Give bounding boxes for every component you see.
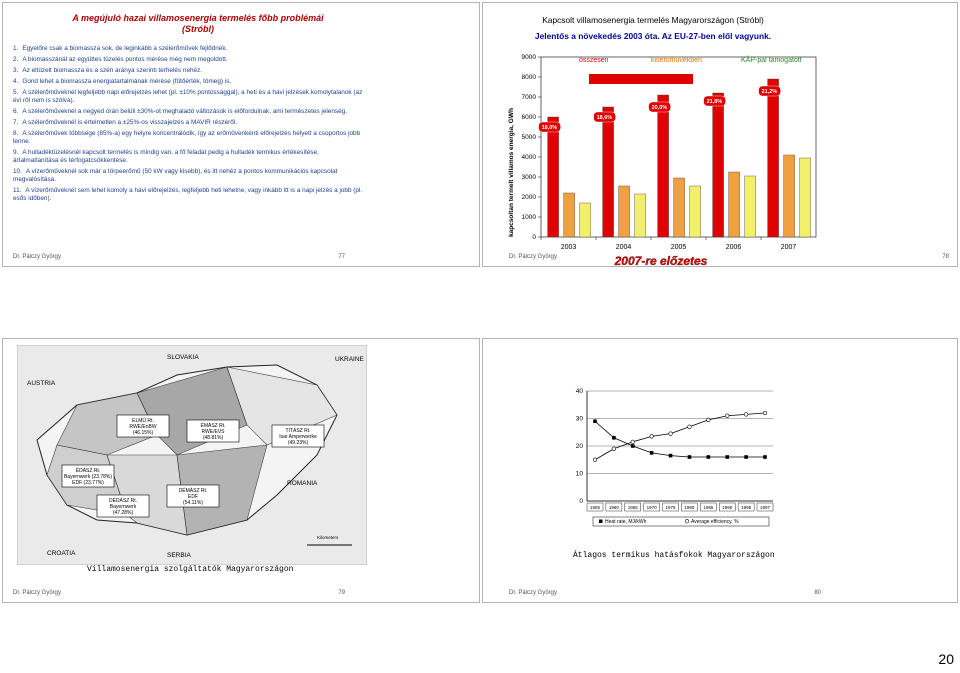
problem-text: A hulladéktüzelésnél kapcsolt termelés is mindig van, a fő feladat pedig a hulladék termikus értékesítése, ártalmatlanítása és térfogatcsökkentése.: [13, 149, 319, 164]
series-line: [595, 421, 765, 457]
y-tick-label: 40: [575, 388, 583, 395]
x-tick-label: 2007: [780, 244, 797, 251]
bar: [784, 155, 795, 237]
y-tick-label: 3000: [521, 174, 536, 181]
y-tick-label: 10: [575, 470, 583, 478]
series-point: [688, 425, 692, 429]
problem-item: [13, 45, 363, 53]
series-point: [744, 455, 748, 459]
problem-text: A biomasszánál az együttes tüzelés pontos mérése még nem megoldott.: [22, 56, 228, 63]
x-tick-label: 1995: [741, 505, 752, 510]
problem-item: [13, 130, 363, 146]
bar: [729, 172, 740, 237]
problem-item: [13, 149, 363, 165]
hungary-provider-map: [17, 345, 367, 565]
bar: [635, 194, 646, 237]
y-tick-label: 0: [579, 498, 583, 505]
bar: [564, 193, 575, 237]
provider-box: [97, 495, 149, 517]
series-point: [725, 455, 729, 459]
efficiency-line-chart: [563, 385, 783, 535]
bar: [745, 176, 756, 237]
series-point: [744, 413, 748, 417]
problem-item: [13, 168, 363, 184]
problem-text: A szélerőműveknél legfeljebb napi előrejelzés lehet (pl. ±10% pontossággal), a heti és a havi jelzések komolytalanok (az évi ről nem is szólva).: [13, 89, 363, 104]
y-tick-label: 6000: [521, 114, 536, 121]
problem-number: 1.: [13, 45, 19, 52]
series-point: [669, 432, 673, 436]
series-line: [595, 413, 765, 460]
provider-box: [117, 415, 169, 437]
provider-box: [62, 465, 114, 487]
x-tick-label: 1997: [759, 505, 771, 510]
series-point: [593, 458, 597, 462]
problem-number: 7.: [13, 119, 19, 126]
problem-text: Egyelőre csak a biomassza sok, de leginkább a szélerőművek fejlődnek.: [22, 45, 228, 52]
problem-item: [13, 56, 363, 64]
slide-79-caption: Villamosenergia szolgáltatók Magyarországon: [87, 565, 294, 574]
provider-name: DÉDÁSZ Rt.: [108, 498, 138, 504]
series-point: [593, 419, 597, 423]
legend-entry: KÁP-pal támogatott: [741, 57, 802, 64]
x-tick-label: 1955: [589, 505, 601, 510]
x-tick-label: 2003: [560, 244, 577, 251]
legend-entry: összesen: [579, 57, 609, 64]
bar: [690, 186, 701, 237]
x-tick-label: 1965: [627, 505, 638, 510]
series-point: [725, 414, 729, 418]
page-number: 20: [938, 651, 954, 667]
problem-number: 6.: [13, 108, 19, 115]
slide-77: [2, 2, 480, 267]
preliminary-stamp: 2007-re előzetes: [614, 254, 708, 268]
country-label: ROMANIA: [287, 480, 318, 487]
slide-79-footer: Dr. Pálczy György: [13, 590, 62, 596]
y-tick-label: 1000: [521, 214, 536, 221]
slide-80-footer: Dr. Pálczy György: [509, 590, 558, 596]
bar: [580, 203, 591, 237]
provider-name: DÉMÁSZ Rt.: [178, 488, 208, 494]
series-point: [707, 418, 711, 422]
slide-77-title: A megújuló hazai villamosenergia termelés főbb problémái (Stróbl): [72, 13, 324, 34]
series-point: [763, 411, 767, 415]
provider-owner: Bayernwerk: [109, 504, 137, 510]
x-tick-label: 1985: [703, 505, 714, 510]
problem-text: A vízerőműveknél sem lehet komoly a havi előrejelzés, legfeljebb heti lehetne, vagy inkább itt is a napi jelzés a jobb (pl. esős időben).: [13, 187, 363, 202]
problem-text: Az eltüzelt biomassza és a szén aránya szerinti terhelés nehéz.: [22, 67, 203, 74]
bar: [603, 107, 614, 237]
provider-owner: Bayernwerk (23.78%): [63, 474, 113, 480]
y-tick-label: 4000: [521, 154, 536, 161]
bar: [713, 93, 724, 237]
provider-box: [187, 420, 239, 442]
series-point: [631, 440, 635, 444]
legend-entry: Average efficiency, %: [691, 519, 739, 525]
slide-79-page: 79: [338, 590, 345, 596]
share-label: 18,6%: [596, 115, 613, 121]
problem-number: 8.: [13, 130, 19, 137]
provider-name: ELMŰ Rt.: [132, 418, 154, 424]
country-label: AUSTRIA: [27, 380, 56, 387]
slide-78-footer: Dr. Pálczy György: [509, 254, 558, 260]
x-tick-label: 1980: [684, 505, 695, 510]
bar: [768, 79, 779, 237]
provider-owner: RWE/EVS: [201, 429, 225, 435]
provider-share: (49.23%): [287, 440, 309, 446]
problem-number: 5.: [13, 89, 19, 96]
problem-item: [13, 119, 363, 127]
problem-item: [13, 78, 363, 86]
problem-item: [13, 187, 363, 203]
provider-owner: Isar Amperwerke: [279, 434, 317, 440]
x-tick-label: 2005: [670, 244, 687, 251]
slide-77-footer: Dr. Pálczy György: [13, 254, 62, 260]
y-tick-label: 20: [575, 443, 583, 450]
series-point: [688, 455, 692, 459]
bar: [619, 186, 630, 237]
problem-number: 11.: [13, 187, 22, 194]
x-tick-label: 2006: [725, 244, 742, 251]
country-label: CROATIA: [47, 550, 76, 557]
y-tick-label: 9000: [521, 54, 536, 61]
y-tick-label: 0: [532, 234, 536, 241]
provider-share: (48.81%): [202, 435, 224, 441]
y-tick-label: 2000: [521, 194, 536, 201]
series-point: [631, 444, 635, 448]
provider-box: [167, 485, 219, 507]
x-tick-label: 1970: [646, 505, 657, 510]
share-legend-bg: [589, 74, 693, 84]
provider-share: (47.28%): [112, 510, 134, 516]
provider-share: (54.11%): [183, 500, 203, 506]
slide-80-page: 80: [814, 590, 821, 596]
slide-77-page: 77: [338, 254, 345, 260]
provider-name: ÉMÁSZ Rt.: [200, 423, 226, 429]
series-point: [669, 454, 673, 458]
problem-item: [13, 89, 363, 105]
series-point: [763, 455, 767, 459]
slide-78-page: 78: [942, 254, 949, 260]
share-label: 18,0%: [541, 125, 558, 131]
problem-text: A szélerőművek többsége (85%-a) egy helyre koncentrálódik, így az erőművenkénti előrejelzés helyett a csoportos jobb lenne.: [13, 130, 361, 145]
series-point: [650, 451, 654, 455]
bar: [658, 95, 669, 237]
problem-item: [13, 67, 363, 75]
legend-marker: [599, 520, 603, 524]
x-tick-label: 1975: [665, 505, 676, 510]
problem-text: A szélerőműveknél is értelmetlen a ±25%-os visszajelzés a MAVIR részéről.: [22, 119, 238, 126]
problem-item: [13, 108, 363, 116]
legend-entry: Heat rate, MJ/kWh: [605, 519, 647, 525]
y-tick-label: 8000: [521, 74, 536, 81]
problem-number: 10.: [13, 168, 22, 175]
provider-name: TITÁSZ Rt.: [285, 428, 311, 434]
provider-share: EDF (23.77%): [72, 480, 104, 486]
share-label: 21,2%: [761, 89, 778, 95]
provider-owner: RWE/EnBW: [129, 424, 157, 430]
problem-number: 4.: [13, 78, 19, 85]
bar: [674, 178, 685, 237]
chp-bar-chart: [501, 43, 831, 268]
legend-marker: [685, 519, 689, 523]
y-tick-label: 5000: [521, 134, 536, 141]
slide-79: [2, 338, 480, 603]
provider-share: (46.15%): [132, 430, 154, 436]
y-tick-label: 30: [575, 415, 583, 423]
problem-text: Gond lehet a biomassza energiatartalmának mérése (fűtőérték, tömeg) is.: [22, 78, 232, 85]
problem-number: 3.: [13, 67, 19, 74]
problem-text: A szélerőműveknél a negyed órán belüli ±30%-ot meghaladó változások is előfordulnak, ami természetes jelenség.: [22, 108, 347, 115]
country-label: SERBIA: [167, 552, 191, 559]
slide-78-subtitle: Jelentős a növekedés 2003 óta. Az EU-27-ben elől vagyunk.: [534, 31, 772, 41]
series-point: [612, 447, 616, 451]
series-point: [612, 436, 616, 440]
y-axis-label: kapcsoltan termelt villamos energia, GWh: [508, 108, 515, 237]
slide-78: [482, 2, 958, 267]
series-point: [707, 455, 711, 459]
provider-name: ÉDÁSZ Rt.: [75, 468, 101, 474]
slide-80-caption: Átlagos termikus hatásfokok Magyarországon: [573, 551, 775, 560]
x-tick-label: 1990: [722, 505, 733, 510]
legend-entry: kiserőművekben: [651, 57, 702, 64]
x-tick-label: 2004: [615, 244, 632, 251]
y-tick-label: 7000: [521, 94, 536, 101]
problem-list: [13, 45, 363, 206]
problem-text: A vízerőműveknél sok már a törpeerőmű (50 kW vagy kisebb), és itt nehéz a pontos kommunikációs kapcsolat megvalósítása.: [13, 168, 338, 183]
share-label: 21,8%: [706, 99, 723, 105]
slide-78-title: Kapcsolt villamosenergia termelés Magyarországon (Stróbl): [542, 15, 764, 25]
country-label: SLOVAKIA: [167, 354, 199, 361]
share-label: 20,0%: [651, 105, 668, 111]
problem-number: 2.: [13, 56, 19, 63]
bar: [548, 117, 559, 237]
problem-number: 9.: [13, 149, 19, 156]
country-label: UKRAINE: [335, 356, 364, 363]
slide-80: [482, 338, 958, 603]
scale-label: Kilometers: [317, 535, 339, 540]
bar: [800, 158, 811, 237]
provider-box: [272, 425, 324, 447]
provider-owner: EDF: [188, 494, 198, 500]
x-tick-label: 1960: [608, 505, 619, 510]
series-point: [650, 435, 654, 439]
